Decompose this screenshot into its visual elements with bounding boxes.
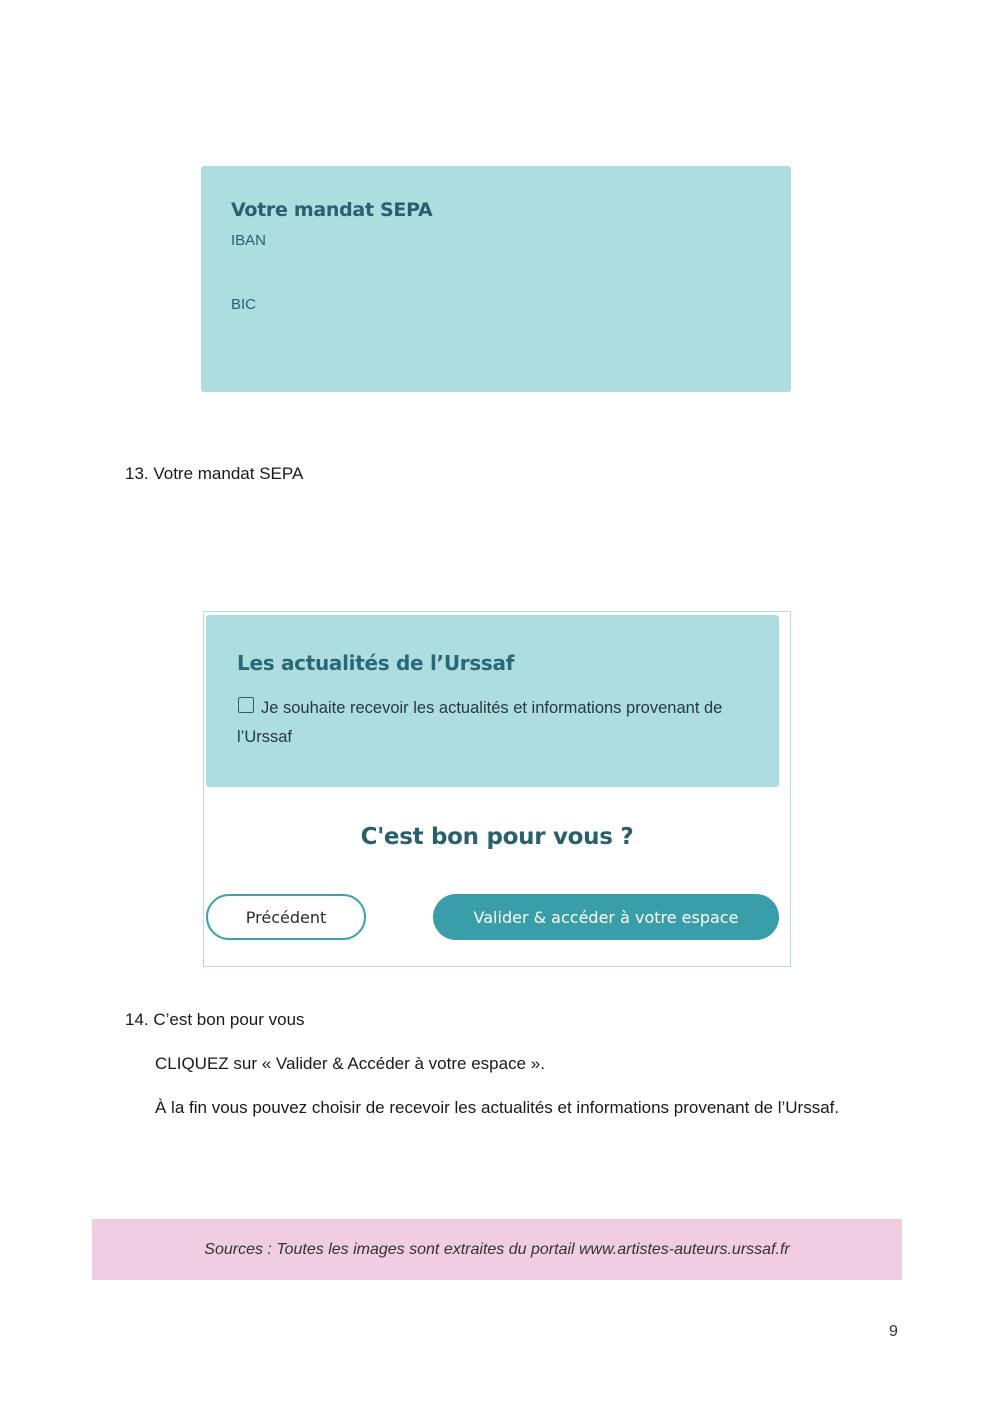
sources-text: Sources : Toutes les images sont extraites du portail www.artistes-auteurs.urssaf.fr <box>204 1240 790 1258</box>
iban-label: IBAN <box>231 232 267 249</box>
news-checkbox-label: Je souhaite recevoir les actualités et informations provenant de l’Urssaf <box>237 699 723 746</box>
news-title: Les actualités de l’Urssaf <box>237 651 515 675</box>
sepa-title: Votre mandat SEPA <box>231 199 433 221</box>
bic-label: BIC <box>231 296 257 313</box>
step-13-heading: 13. Votre mandat SEPA <box>125 464 304 483</box>
instruction-click: CLIQUEZ sur « Valider & Accéder à votre espace ». <box>155 1054 545 1073</box>
previous-button[interactable]: Précédent <box>206 894 366 940</box>
page-number: 9 <box>889 1323 898 1340</box>
confirm-title: C'est bon pour vous ? <box>360 824 634 850</box>
validate-access-button[interactable]: Valider & accéder à votre espace <box>433 894 779 940</box>
instruction-news: À la fin vous pouvez choisir de recevoir les actualités et informations provenant de l’Urssaf. <box>155 1098 840 1117</box>
news-confirm-screenshot <box>203 611 791 967</box>
sepa-mandate-screenshot <box>201 166 791 392</box>
news-panel <box>206 615 779 787</box>
step-14-heading: 14. C’est bon pour vous <box>125 1010 305 1029</box>
sources-banner <box>92 1219 902 1280</box>
